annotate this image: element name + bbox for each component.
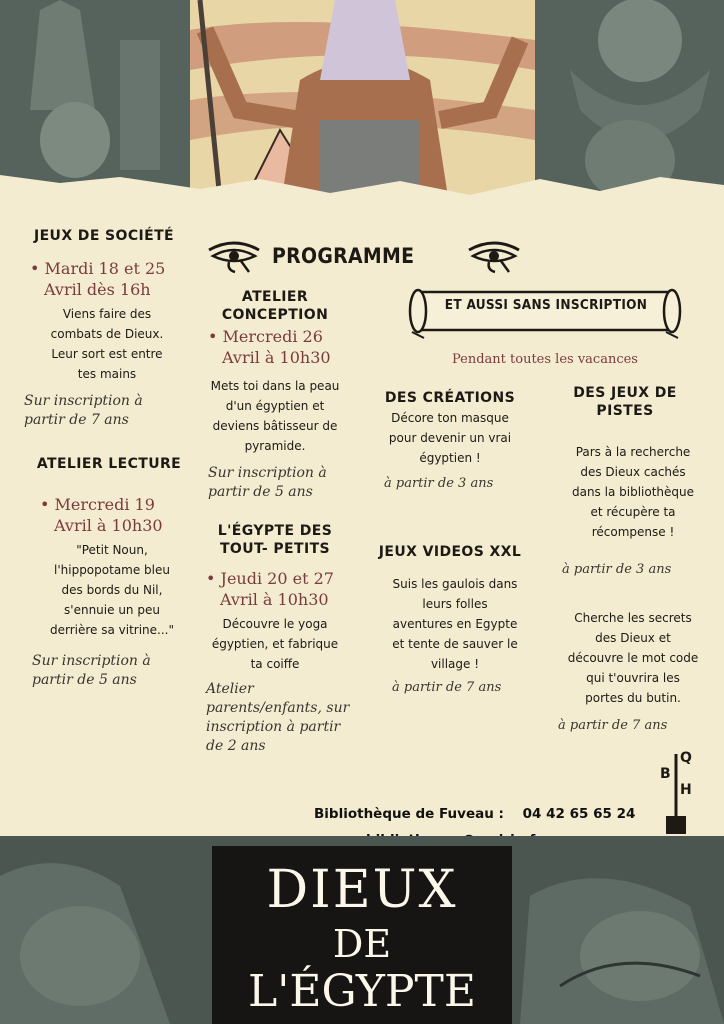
- atelier-lecture-date: • Mercredi 19 Avril à 10h30: [40, 495, 163, 535]
- jeux-videos-title: JEUX VIDEOS XXL: [378, 544, 522, 560]
- atelier-lecture-title: ATELIER LECTURE: [36, 456, 182, 472]
- creations-age: à partir de 3 ans: [384, 476, 494, 491]
- jeux-videos-desc: Suis les gaulois dans leurs folles aventures en Egypte et tente de sauver le village !: [392, 577, 518, 671]
- atelier-conception-desc: Mets toi dans la peau d'un égyptien et deviens bâtisseur de pyramide.: [210, 379, 340, 453]
- jeux-societe-title: JEUX DE SOCIÉTÉ: [33, 228, 174, 244]
- contact-line: [314, 806, 635, 822]
- title-de: DE: [332, 922, 392, 966]
- atelier-lecture-inscription: Sur inscription à partir de 5 ans: [32, 653, 151, 688]
- atelier-lecture-desc: "Petit Noun, l'hippopotame bleu des bords du Nil, s'ennuie un peu derrière sa vitrine...": [49, 543, 175, 637]
- pendant-label: Pendant toutes les vacances: [452, 352, 638, 367]
- title-egypte: L'ÉGYPTE: [248, 966, 476, 1017]
- jeux-pistes-desc2: Cherche les secrets des Dieux et découvre le mot code qui t'ouvrira les portes du butin.: [567, 611, 699, 705]
- egypte-tout-petits-date: • Jeudi 20 et 27 Avril à 10h30: [206, 569, 334, 609]
- jeux-pistes-title: DES JEUX DE PISTES: [573, 385, 677, 419]
- jeux-societe-inscription: Sur inscription à partir de 7 ans: [24, 393, 143, 428]
- creations-title: DES CRÉATIONS: [384, 390, 516, 406]
- title-dieux: DIEUX: [266, 860, 458, 920]
- egypte-tout-petits-inscription: Atelier parents/enfants, sur inscription à partir de 2 ans: [206, 681, 350, 754]
- scroll-banner: [404, 286, 686, 342]
- atelier-conception-inscription: Sur inscription à partir de 5 ans: [208, 465, 327, 500]
- programme-heading: PROGRAMME: [272, 244, 415, 268]
- bibliotheque-logo: Q B H: [650, 750, 702, 862]
- atelier-conception-date: • Mercredi 26 Avril à 10h30: [208, 327, 331, 367]
- eye-of-horus-right-icon: [465, 238, 523, 274]
- atelier-conception-title: ATELIER CONCEPTION: [221, 289, 329, 323]
- logo-graphic-icon: [650, 750, 702, 840]
- library-label: Bibliothèque de Fuveau :: [314, 806, 504, 822]
- jeux-societe-date: • Mardi 18 et 25 Avril dès 16h: [30, 259, 166, 299]
- phone-number[interactable]: 04 42 65 65 24: [522, 806, 636, 822]
- creations-desc: Décore ton masque pour devenir un vrai égyptien !: [388, 411, 512, 465]
- egypte-tout-petits-desc: Découvre le yoga égyptien, et fabrique ta coiffe: [211, 617, 339, 671]
- jeux-pistes-age2: à partir de 7 ans: [558, 718, 668, 733]
- aussi-label: ET AUSSI SANS INSCRIPTION: [444, 297, 648, 313]
- jeux-videos-age: à partir de 7 ans: [392, 680, 502, 695]
- jeux-societe-desc: Viens faire des combats de Dieux. Leur sort est entre tes mains: [50, 307, 164, 381]
- title-block: [212, 846, 512, 1024]
- jeux-pistes-age1: à partir de 3 ans: [562, 562, 672, 577]
- eye-of-horus-left-icon: [205, 238, 263, 274]
- jeux-pistes-desc1: Pars à la recherche des Dieux cachés dans la bibliothèque et récupère ta récompense !: [571, 445, 695, 539]
- egypte-tout-petits-title: L'ÉGYPTE DES TOUT- PETITS: [217, 523, 333, 557]
